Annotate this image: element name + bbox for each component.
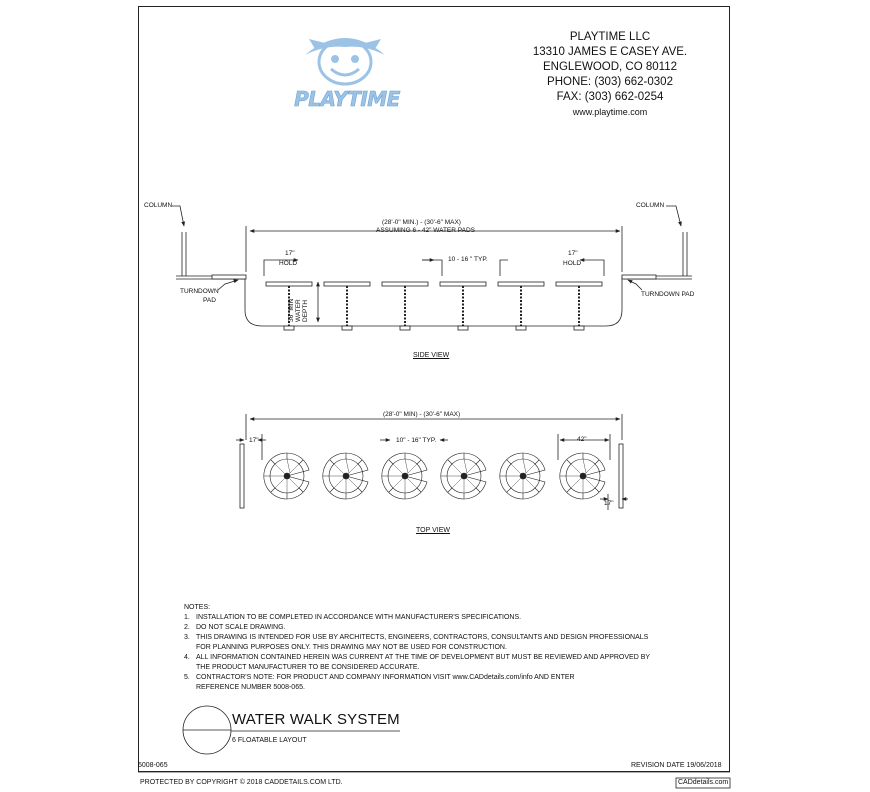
side-turndown-left-label-1: TURNDOWN [180, 288, 219, 295]
side-column-left-label: COLUMN [144, 202, 173, 209]
company-city: ENGLEWOOD, CO 80112 [543, 61, 677, 73]
top-view-title: TOP VIEW [416, 527, 450, 534]
top-right-gap: 17" [604, 500, 614, 507]
company-phone: PHONE: (303) 662-0302 [547, 76, 673, 88]
company-fax: FAX: (303) 662-0254 [556, 91, 664, 103]
note-4: 4. ALL INFORMATION CONTAINED HEREIN WAS CURRENT AT THE TIME OF DEVELOPMENT BUT MUST BE REVIEWED AND APPROVED BY [184, 654, 651, 661]
note-2: 2. DO NOT SCALE DRAWING. [184, 624, 286, 631]
company-name: PLAYTIME LLC [569, 31, 651, 43]
note-4-cont: THE PRODUCT MANUFACTURER TO BE CONSIDERED ACCURATE. [196, 664, 420, 671]
company-address: 13310 JAMES E CASEY AVE. [532, 46, 688, 58]
drawing-number: 5008-065 [138, 762, 168, 769]
side-hold-right-value: 17" [568, 250, 578, 257]
side-column-right-label: COLUMN [636, 202, 665, 209]
notes-heading: NOTES: [184, 604, 211, 611]
company-website: www.playtime.com [572, 107, 648, 117]
notes-section [184, 603, 650, 693]
side-turndown-left-label-2: PAD [203, 297, 216, 304]
note-1: 1. INSTALLATION TO BE COMPLETED IN ACCORDANCE WITH MANUFACTURER'S SPECIFICATIONS. [184, 614, 522, 621]
note-5: 5. CONTRACTOR'S NOTE: FOR PRODUCT AND COMPANY INFORMATION VISIT www.CADdetails.com/info AND ENTER [184, 674, 575, 681]
side-turndown-right-label: TURNDOWN PAD [641, 291, 695, 298]
side-assuming-note: ASSUMING 6 - 42" WATER PADS [376, 227, 475, 234]
caddetails-brand: CADdetails.com [678, 779, 729, 786]
side-depth-line-2: WATER [295, 299, 302, 322]
top-left-gap: 17" [249, 437, 259, 444]
logo-wordmark: PLAYTIME [294, 87, 400, 111]
note-3: 3. THIS DRAWING IS INTENDED FOR USE BY ARCHITECTS, ENGINEERS, CONTRACTORS, CONSULTANTS AND DESIGN PROFESSIONALS [184, 634, 649, 641]
top-spacing-dimension: 10" - 16" TYP. [396, 437, 437, 444]
top-overall-dimension: (28'-0" MIN) - (30'-6" MAX) [383, 411, 461, 418]
revision-date: REVISION DATE 19/06/2018 [631, 762, 722, 769]
note-3-cont: FOR PLANNING PURPOSES ONLY. THIS DRAWING MAY NOT BE USED FOR CONSTRUCTION. [196, 644, 507, 651]
side-hold-left-value: 17" [285, 250, 295, 257]
copyright-notice: PROTECTED BY COPYRIGHT © 2018 CADDETAILS.COM LTD. [140, 779, 343, 786]
company-info [505, 30, 715, 120]
playtime-logo [285, 27, 415, 112]
side-hold-left-label: HOLD [279, 260, 298, 267]
side-overall-dimension: (28'-0" MIN.) - (30'-6" MAX) [382, 219, 461, 226]
side-view-title: SIDE VIEW [413, 352, 450, 359]
side-spacing-dimension: 10 - 16 " TYP. [448, 256, 488, 263]
side-depth-line-3: DEPTH [302, 299, 309, 322]
side-depth-line-1: 36" MIN [288, 298, 295, 322]
drawing-title: WATER WALK SYSTEM [232, 711, 400, 728]
side-hold-right-label: HOLD [563, 260, 582, 267]
top-pad-diameter: 42" [577, 436, 587, 443]
drawing-subtitle: 6 FLOATABLE LAYOUT [232, 737, 307, 744]
side-depth-label [288, 299, 309, 322]
note-5-cont: REFERENCE NUMBER 5008-065. [196, 684, 305, 691]
